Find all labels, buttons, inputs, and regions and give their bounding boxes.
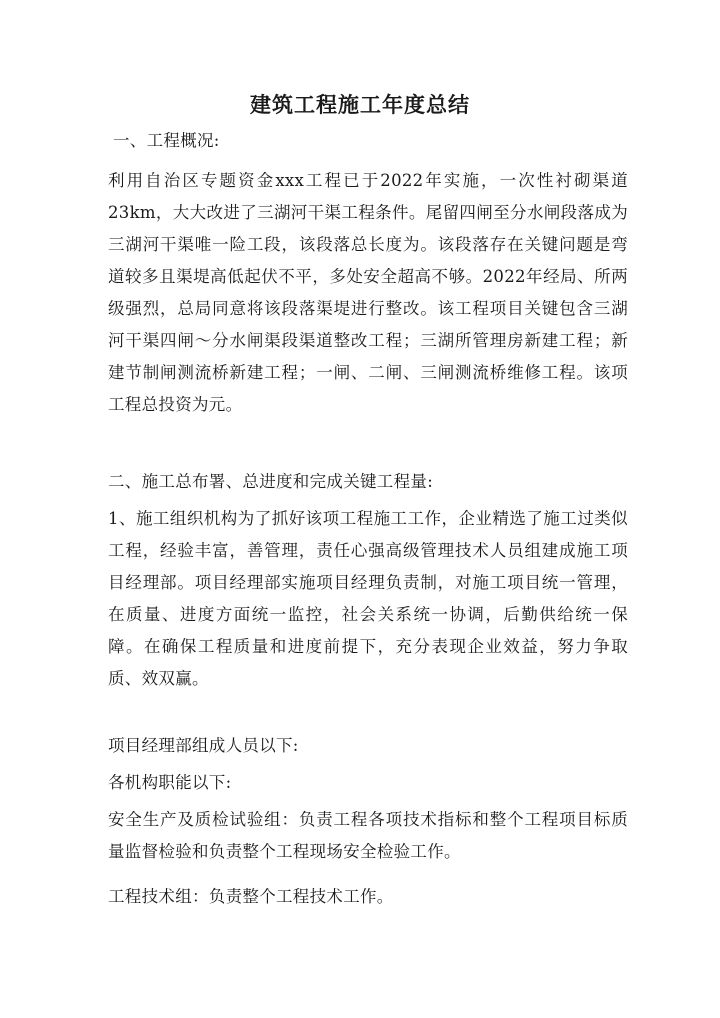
- document-title: 建筑工程施工年度总结: [250, 92, 470, 117]
- tech-group-paragraph: 工程技术组：负责整个工程技术工作。: [108, 887, 394, 906]
- section-heading-overview: 一、工程概况:: [113, 131, 220, 150]
- safety-group-paragraph: 安全生产及质检试验组：负责工程各项技术指标和整个工程项目标质量监督检验和负责整个工程现场安全检验工作。: [108, 810, 628, 861]
- members-line: 项目经理部组成人员以下:: [108, 736, 299, 755]
- overview-paragraph: 利用自治区专题资金xxx工程已于2022年实施，一次性衬砌渠道23km，大大改进了三湖河干渠工程条件。尾留四闸至分水闸段落成为三湖河干渠唯一险工段，该段落总长度为。该段落存在关键问题是弯道较多且渠堤高低起伏不平，多处安全超高不够。2022年经局、所两级强烈，总局同意将该段落渠堤进行整改。该工程项目关键包含三湖河干渠四闸～分水闸渠段渠道整改工程；三湖所管理房新建工程；新建节制闸测流桥新建工程；一闸、二闸、三闸测流桥维修工程。该项工程总投资为元。: [108, 171, 628, 414]
- section-heading-deployment: 二、施工总布署、总进度和完成关键工程量:: [108, 472, 434, 491]
- organization-paragraph: 1、施工组织机构为了抓好该项工程施工工作，企业精选了施工过类似工程，经验丰富，善管理，责任心强高级管理技术人员组建成施工项目经理部。项目经理部实施项目经理负责制，对施工项目统一管理，在质量、进度方面统一监控，社会关系统一协调，后勤供给统一保障。在确保工程质量和进度前提下，充分表现企业效益，努力争取质、效双赢。: [108, 509, 628, 688]
- functions-line: 各机构职能以下:: [108, 773, 232, 792]
